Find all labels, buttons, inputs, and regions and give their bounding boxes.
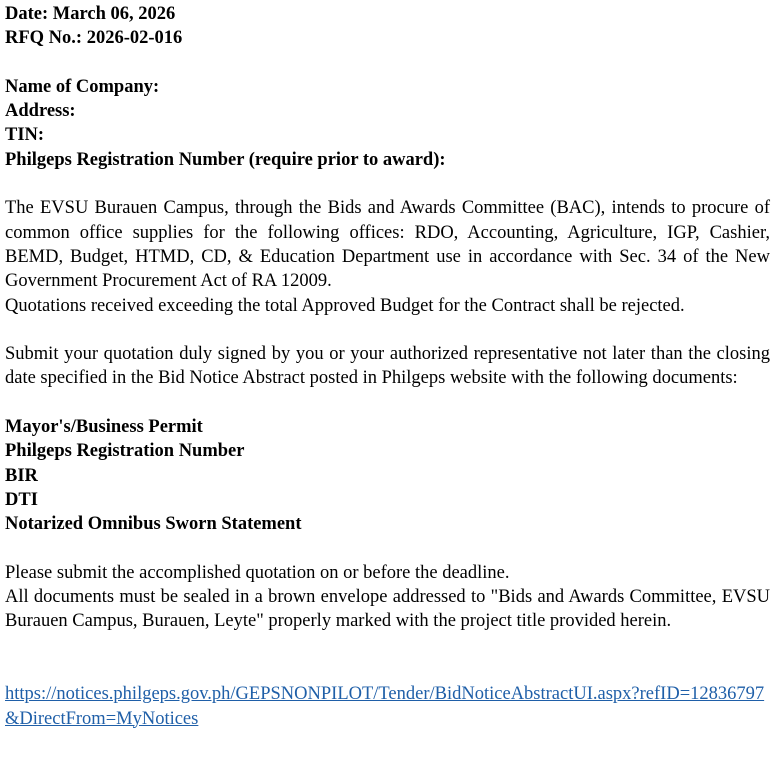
address-label: Address: — [5, 101, 76, 122]
date-line: Date: March 06, 2026 — [5, 4, 176, 24]
envelope-note: All documents must be sealed in a brown envelope addressed to "Bids and Awards Committee, EVSU Burauen Campus, Burauen, Leyte" properly marked with the project title provided herein. — [5, 587, 770, 632]
deadline-note: Please submit the accomplished quotation on or before the deadline. — [5, 562, 510, 583]
rfq-document — [5, 2, 770, 731]
spacer — [5, 51, 770, 75]
company-name-label: Name of Company: — [5, 76, 160, 97]
intro-paragraph: The EVSU Burauen Campus, through the Bids and Awards Committee (BAC), intends to procure of common office supplies for the following offices: RDO, Accounting, Agriculture, IGP, Cashier, BEMD, Budget, HTMD, CD, & Education Department use in accordance with Sec. 34 of the New Government Procurement Act of RA 12009. — [5, 198, 770, 292]
philgeps-notice-link[interactable]: https://notices.philgeps.gov.ph/GEPSNONPILOT/Tender/BidNoticeAbstractUI.aspx?refID=12836797&DirectFrom=MyNotices — [5, 684, 765, 729]
required-documents-list — [5, 415, 770, 536]
required-document-item: DTI — [5, 489, 38, 510]
spacer — [5, 537, 770, 561]
spacer — [5, 391, 770, 415]
tin-label: TIN: — [5, 125, 45, 146]
philgeps-registration-label: Philgeps Registration Number (require prior to award): — [5, 149, 446, 170]
required-document-item: BIR — [5, 465, 38, 486]
required-document-item: Philgeps Registration Number — [5, 441, 245, 462]
spacer — [5, 172, 770, 196]
spacer — [5, 634, 770, 658]
required-document-item: Notarized Omnibus Sworn Statement — [5, 514, 302, 535]
required-document-item: Mayor's/Business Permit — [5, 417, 203, 438]
budget-note: Quotations received exceeding the total Approved Budget for the Contract shall be rejected. — [5, 295, 685, 316]
spacer — [5, 658, 770, 682]
submit-paragraph: Submit your quotation duly signed by you or your authorized representative not later than the closing date specified in the Bid Notice Abstract posted in Philgeps website with the following documents: — [5, 344, 770, 389]
rfq-number-line: RFQ No.: 2026-02-016 — [5, 28, 183, 49]
spacer — [5, 318, 770, 342]
